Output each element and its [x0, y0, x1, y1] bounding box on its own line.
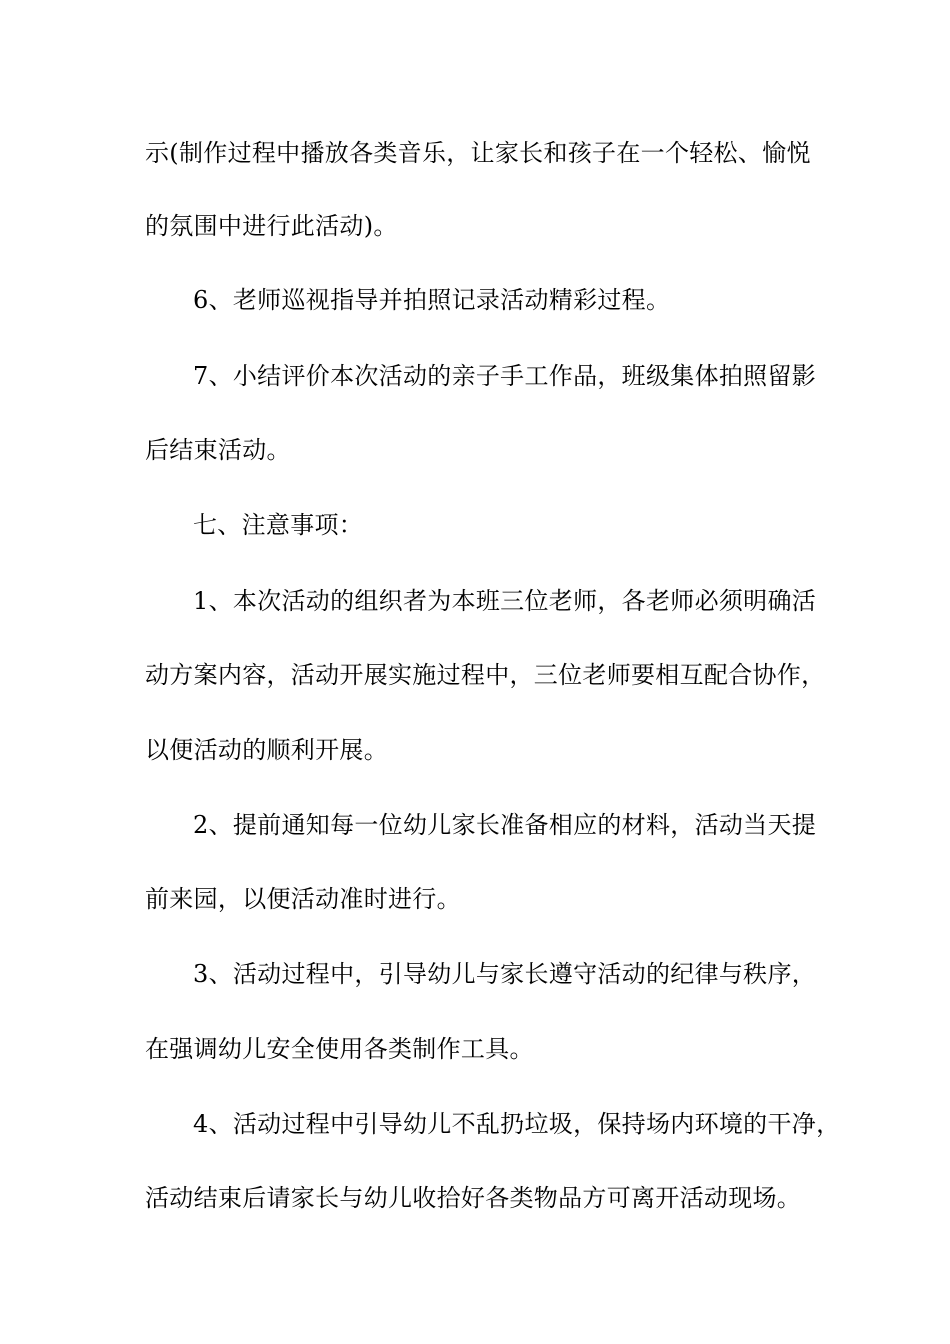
text-line: 6、老师巡视指导并拍照记录活动精彩过程。 — [193, 286, 671, 314]
text-line: 的氛围中进行此活动)。 — [145, 212, 398, 240]
text-line: 以便活动的顺利开展。 — [145, 736, 388, 764]
text-line: 前来园，以便活动准时进行。 — [145, 885, 461, 913]
text-line: 2、提前通知每一位幼儿家长准备相应的材料，活动当天提 — [193, 811, 817, 839]
text-line: 1、本次活动的组织者为本班三位老师，各老师必须明确活 — [193, 587, 817, 615]
text-line: 3、活动过程中，引导幼儿与家长遵守活动的纪律与秩序， — [193, 960, 817, 988]
text-line: 动方案内容，活动开展实施过程中，三位老师要相互配合协作， — [145, 661, 826, 689]
text-line: 4、活动过程中引导幼儿不乱扔垃圾，保持场内环境的干净， — [193, 1110, 841, 1138]
text-line: 7、小结评价本次活动的亲子手工作品，班级集体拍照留影 — [193, 362, 817, 390]
section-heading: 七、注意事项： — [193, 511, 364, 539]
text-line: 后结束活动。 — [145, 436, 291, 464]
text-line: 在强调幼儿安全使用各类制作工具。 — [145, 1035, 534, 1063]
text-line: 活动结束后请家长与幼儿收拾好各类物品方可离开活动现场。 — [145, 1184, 802, 1212]
text-line: 示(制作过程中播放各类音乐，让家长和孩子在一个轻松、愉悦 — [145, 139, 811, 167]
